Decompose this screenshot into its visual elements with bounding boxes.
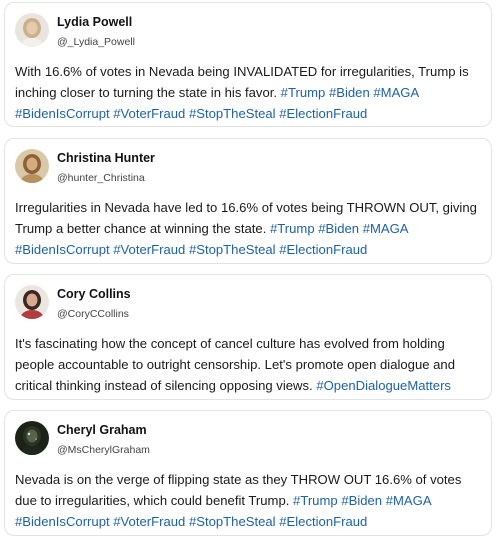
hashtag-link[interactable]: #Trump [293, 493, 338, 508]
post-text-segment: Nevada is on the verge of flipping state as they THROW OUT 16.6% of votes [15, 472, 462, 487]
post-card[interactable] [4, 410, 492, 536]
post-card[interactable] [4, 274, 492, 400]
post-text-line [15, 490, 487, 511]
hashtag-link[interactable]: #StopTheSteal [188, 242, 276, 257]
post-text-line [15, 197, 487, 218]
avatar[interactable] [15, 13, 49, 47]
avatar[interactable] [15, 285, 49, 319]
post-card[interactable] [4, 2, 492, 127]
person-avatar-icon [15, 149, 49, 183]
author-name[interactable]: Christina Hunter [57, 151, 155, 165]
post-text-segment: Trump a better chance at winning the state. [15, 221, 270, 236]
hashtag-link[interactable]: #VoterFraud [113, 106, 186, 121]
post-text-segment: inching closer to turning the state in his favor. [15, 85, 281, 100]
person-avatar-icon [15, 13, 49, 47]
post-card[interactable] [4, 138, 492, 264]
avatar[interactable] [15, 421, 49, 455]
post-text-line [15, 511, 487, 532]
hashtag-link[interactable]: #ElectionFraud [279, 514, 368, 529]
author-name[interactable]: Cheryl Graham [57, 423, 147, 437]
author-handle[interactable]: @hunter_Christina [57, 172, 145, 184]
person-avatar-icon [15, 285, 49, 319]
author-handle[interactable]: @_Lydia_Powell [57, 36, 135, 48]
avatar[interactable] [15, 149, 49, 183]
hashtag-link[interactable]: #StopTheSteal [188, 514, 276, 529]
hashtag-link[interactable]: #ElectionFraud [279, 242, 368, 257]
hashtag-link[interactable]: #StopTheSteal [188, 106, 276, 121]
hashtag-link[interactable]: #Biden [341, 493, 383, 508]
author-handle[interactable]: @MsCherylGraham [57, 444, 150, 456]
hashtag-link[interactable]: #MAGA [385, 493, 432, 508]
post-text [15, 197, 487, 260]
post-text-segment: due to irregularities, which could benefit Trump. [15, 493, 294, 508]
post-text [15, 61, 487, 124]
post-text-line [15, 218, 487, 239]
post-text-line [15, 375, 487, 396]
hashtag-link[interactable]: #MAGA [362, 221, 409, 236]
post-text-line [15, 239, 487, 260]
hashtag-link[interactable]: #MAGA [373, 85, 420, 100]
post-text [15, 333, 487, 396]
hashtag-link[interactable]: #Trump [280, 85, 326, 100]
hashtag-link[interactable]: #BidenIsCorrupt [15, 106, 110, 121]
post-text-line [15, 103, 487, 124]
post-text-line [15, 82, 487, 103]
hashtag-link[interactable]: #Trump [269, 221, 315, 236]
post-text-segment: With 16.6% of votes in Nevada being INVALIDATED for irregularities, Trump is [15, 64, 469, 79]
hashtag-link[interactable]: #Biden [318, 221, 360, 236]
author-name[interactable]: Cory Collins [57, 287, 131, 301]
hashtag-link[interactable]: #BidenIsCorrupt [15, 514, 110, 529]
hashtag-link[interactable]: #BidenIsCorrupt [15, 242, 110, 257]
post-text-segment: It's fascinating how the concept of cancel culture has evolved from holding [15, 336, 445, 351]
hashtag-link[interactable]: #Biden [328, 85, 370, 100]
post-text-line [15, 61, 487, 82]
post-text [15, 469, 487, 532]
post-text-segment: critical thinking instead of silencing opposing views. [15, 378, 317, 393]
hashtag-link[interactable]: #ElectionFraud [279, 106, 368, 121]
author-handle[interactable]: @CoryCCollins [57, 308, 129, 320]
post-text-segment: Irregularities in Nevada have led to 16.6% of votes being THROWN OUT, giving [15, 200, 477, 215]
hashtag-link[interactable]: #VoterFraud [113, 242, 186, 257]
hashtag-link[interactable]: #OpenDialogueMatters [316, 378, 451, 393]
post-text-line [15, 354, 487, 375]
author-name[interactable]: Lydia Powell [57, 15, 133, 29]
dark-photo-avatar-icon [15, 421, 49, 455]
post-text-line [15, 469, 487, 490]
hashtag-link[interactable]: #VoterFraud [113, 514, 186, 529]
post-text-segment: people accountable to outright censorship. Let's promote open dialogue and [15, 357, 455, 372]
post-text-line [15, 333, 487, 354]
